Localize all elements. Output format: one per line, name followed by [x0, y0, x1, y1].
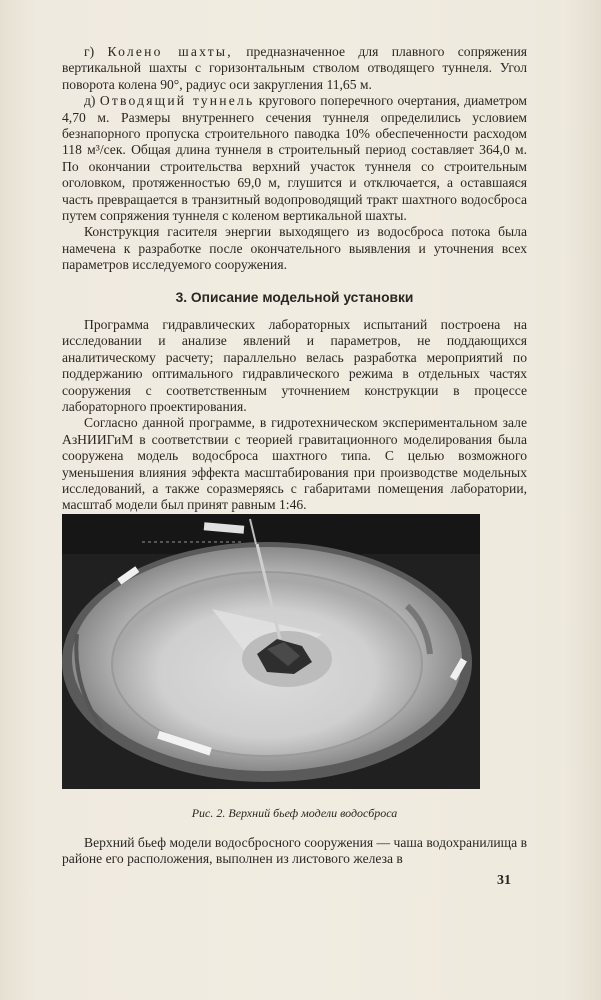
term-koleno: Колено шахты, — [107, 44, 233, 59]
section-heading: 3. Описание модельной установки — [175, 290, 414, 305]
text-koleno: предназначенное для плавного сопряжения вертикальной шахты с горизонтальным стволом отводящего туннеля. Угол поворота колена 90°, радиус оси закругления 11,65 м. — [62, 44, 527, 92]
paragraph-programma: Программа гидравлических лабораторных испытаний построена на исследовании и анализе явлений и параметров, не поддающихся аналитическому расчету; параллельно велась разработка мероприятий по поддержанию оптимального гидравлического режима в отдельных частях сооружения с соответственным уточнением конструкции в процессе лабораторного проектирования. — [62, 317, 527, 415]
paragraph-soglasno: Согласно данной программе, в гидротехническом экспериментальном зале АзНИИГиМ в соответствии с теорией гравитационного моделирования была сооружена модель водосброса шахтного типа. С целью возможного уменьшения влияния эффекта масштабирования при производстве модельных исследований, а также соразмеряясь с габаритами помещения лаборатории, масштаб модели был принят равным 1:46. — [62, 415, 527, 513]
item-letter-g: г) — [84, 44, 108, 59]
text-tunnel: кругового поперечного очертания, диаметром 4,70 м. Размеры внутреннего сечения туннеля определились условием безнапорного пропуска строительного паводка 10% обеспеченности расходом 118 м³/сек. Общая длина туннеля в строительный период составляет 364,0 м. По окончании строительства верхний участок туннеля со строительным оголовком, протяженностью 69,0 м, глушится и отключается, а оставшаяся часть превращается в транзитный водопроводящий тракт шахтного водосброса путем сопряжения туннеля с коленом вертикальной шахты. — [62, 93, 528, 224]
paragraph-gasitel: Конструкция гасителя энергии выходящего из водосброса потока была намечена к разработке после окончательного выявления и уточнения всех параметров исследуемого сооружения. — [62, 224, 527, 273]
figure-caption: Рис. 2. Верхний бьеф модели водосброса — [191, 806, 398, 820]
paragraph-koleno — [62, 44, 527, 93]
figure-photo — [62, 514, 480, 789]
top-text-block — [62, 44, 527, 274]
item-letter-d: д) — [84, 93, 100, 109]
bottom-text-block — [62, 835, 527, 868]
paragraph-tunnel — [62, 93, 527, 224]
reservoir-model-photo — [62, 514, 480, 789]
page-number: 31 — [497, 873, 511, 888]
term-tunnel: Отводящий туннель — [99, 93, 255, 109]
mid-text-block — [62, 317, 527, 514]
paragraph-verkhny: Верхний бьеф модели водосбросного сооружения — чаша водохранилища в районе его расположения, выполнен из листового железа в — [62, 835, 527, 867]
